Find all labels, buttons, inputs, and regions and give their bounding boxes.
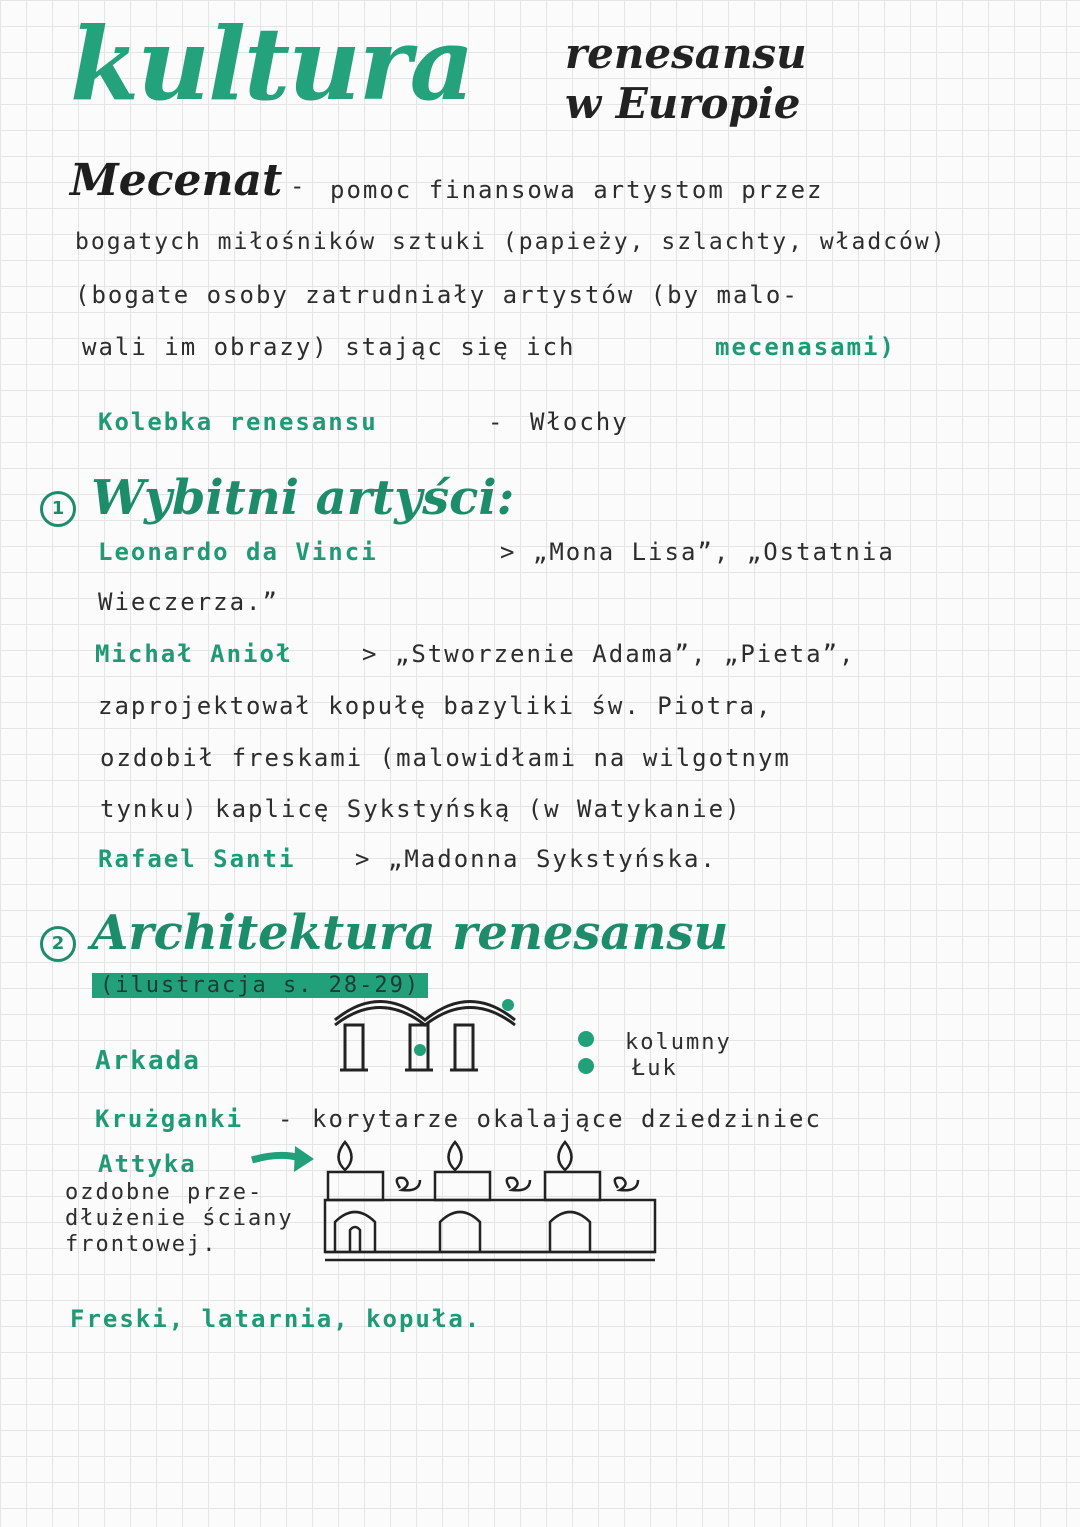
michal-line2: zaprojektował kopułę bazyliki św. Piotra,	[98, 692, 773, 720]
kruzganki-dash: -	[278, 1105, 295, 1133]
term-attyka: Attyka	[98, 1150, 197, 1178]
leonardo-works-cont: Wieczerza.”	[98, 588, 279, 616]
mecenat-line4-highlight: mecenasami)	[715, 333, 896, 361]
title-main: kultura	[70, 5, 473, 123]
term-arkada: Arkada	[95, 1046, 201, 1076]
rafael-works: > „Madonna Sykstyńska.	[355, 845, 717, 873]
section1-header	[40, 470, 514, 527]
leonardo-works: > „Mona Lisa”, „Ostatnia	[500, 538, 895, 566]
legend-kolumny: kolumny	[625, 1030, 732, 1055]
artist-leonardo: Leonardo da Vinci	[98, 538, 378, 566]
kruzganki-definition: korytarze okalające dziedziniec	[312, 1105, 822, 1133]
michal-works: > „Stworzenie Adama”, „Pieta”,	[362, 640, 856, 668]
attyka-definition-1: ozdobne prze-	[65, 1180, 264, 1205]
attic-illustration	[320, 1140, 660, 1270]
mecenat-line4: wali im obrazy) stając się ich	[82, 333, 576, 361]
mecenat-dash: -	[290, 172, 307, 200]
arcade-illustration	[330, 995, 520, 1080]
legend-dot-1	[578, 1031, 594, 1051]
legend-dot-2	[578, 1058, 594, 1078]
kolebka-label: Kolebka renesansu	[98, 408, 378, 436]
kolebka-value: Włochy	[530, 408, 629, 436]
arrow-right-icon	[250, 1144, 315, 1174]
title-sub-line2: w Europie	[565, 79, 801, 128]
title-sub-line1: renesansu	[565, 29, 807, 78]
section2-number: 2	[40, 926, 76, 962]
term-mecenat: Mecenat	[70, 155, 283, 206]
term-kruzganki: Krużganki	[95, 1105, 244, 1133]
section2-header	[40, 905, 728, 962]
artist-michal: Michał Anioł	[95, 640, 293, 668]
section1-number: 1	[40, 491, 76, 527]
mecenat-line3: (bogate osoby zatrudniały artystów (by malo-	[75, 281, 799, 309]
artist-rafael: Rafael Santi	[98, 845, 296, 873]
illustration-reference: (ilustracja s. 28-29)	[92, 973, 428, 998]
michal-line3: ozdobił freskami (malowidłami na wilgotnym	[100, 744, 791, 772]
kolebka-dash: -	[488, 408, 505, 436]
legend-luk: Łuk	[632, 1056, 678, 1081]
footer-terms: Freski, latarnia, kopuła.	[70, 1305, 482, 1333]
mecenat-line2: bogatych miłośników sztuki (papieży, szlachty, władców)	[75, 229, 947, 255]
michal-line4: tynku) kaplicę Sykstyńską (w Watykanie)	[100, 795, 742, 823]
attyka-definition-3: frontowej.	[65, 1232, 218, 1257]
mecenat-line1: pomoc finansowa artystom przez	[330, 176, 824, 204]
section2-title: Architektura renesansu	[91, 905, 729, 961]
attyka-definition-2: dłużenie ściany	[65, 1206, 294, 1231]
section1-title: Wybitni artyści:	[91, 470, 515, 526]
